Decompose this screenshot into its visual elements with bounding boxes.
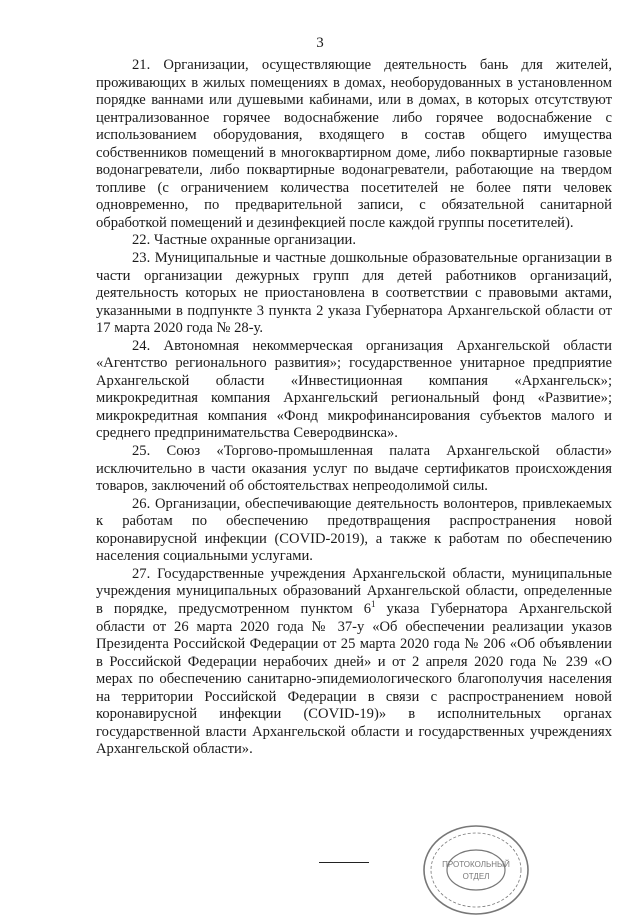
stamp-line-2: ОТДЕЛ (462, 872, 490, 881)
document-body (96, 57, 612, 759)
footnote-superscript: 1 (371, 598, 376, 609)
paragraph-24: 24. Автономная некоммерческая организация Архангельской области «Агентство регионального развития»; государственное унитарное предприятие Архангельской области «Инвестиционная компания «Архангельск»; микрокредитная компания Архангельский региональный фонд «Развитие»; микрокредитная компания «Фонд микрофинансирования субъектов малого и среднего предпринимательства Северодвинска». (96, 337, 612, 442)
paragraph-27-text-a: 27. Государственные учреждения Архангельской области, муниципальные учреждения муниципальных образований Архангельской области, определенные в порядке, предусмотренном пунктом 6 (96, 565, 612, 617)
paragraph-27 (96, 566, 612, 759)
paragraph-27-text-b: указа Губернатора Архангельской области от 26 марта 2020 года № 37-у «Об обеспечении реализации указов Президента Российской Федерации от 25 марта 2020 года № 206 «Об объявлении в Российской Федерации нерабочих дней» и от 2 апреля 2020 года № 239 «О мерах по обеспечению санитарно-эпидемиологического благополучия населения на территории Российской Федерации в связи с распространением новой коронавирусной инфекции (COVID-19)» в исполнительных органах государственной власти Архангельской области и государственных учреждениях Архангельской области». (96, 600, 612, 758)
paragraph-23: 23. Муниципальные и частные дошкольные образовательные организации в части организации дежурных групп для детей работников организаций, деятельность которых не приостановлена в соответствии с правовыми актами, указанными в подпункте 3 пункта 2 указа Губернатора Архангельской области от 17 марта 2020 года № 28-у. (96, 250, 612, 337)
page-number: 3 (316, 35, 324, 51)
paragraph-25: 25. Союз «Торгово-промышленная палата Архангельской области» исключительно в части оказания услуг по выдаче сертификатов происхождения товаров, заключений об обстоятельствах непреодолимой силы. (96, 443, 612, 495)
end-rule (319, 862, 369, 863)
paragraph-21: 21. Организации, осуществляющие деятельность бань для жителей, проживающих в жилых помещениях в домах, необорудованных в установленном порядке ваннами или душевыми кабинами, или в домах, в которых отсутствуют централизованное горячее водоснабжение либо горячее водоснабжение с использованием оборудования, входящего в состав общего имущества собственников помещений в многоквартирном доме, либо поквартирные газовые водонагреватели, либо поквартирные водонагреватели, работающие на твердом топливе (с ограничением количества посетителей не более пяти человек одновременно, по предварительной записи, с обязательной санитарной обработкой помещений и дезинфекцией после каждой группы посетителей). (96, 57, 612, 231)
paragraph-26: 26. Организации, обеспечивающие деятельность волонтеров, привлекаемых к работам по обеспечению предотвращения распространения новой коронавирусной инфекции (COVID-2019), а также к работам по обеспечению населения социальными услугами. (96, 495, 612, 565)
stamp-line-1: ПРОТОКОЛЬНЫЙ (442, 860, 510, 869)
paragraph-22: 22. Частные охранные организации. (132, 232, 357, 249)
official-stamp (418, 818, 534, 918)
stamp-seal-icon (424, 826, 528, 914)
